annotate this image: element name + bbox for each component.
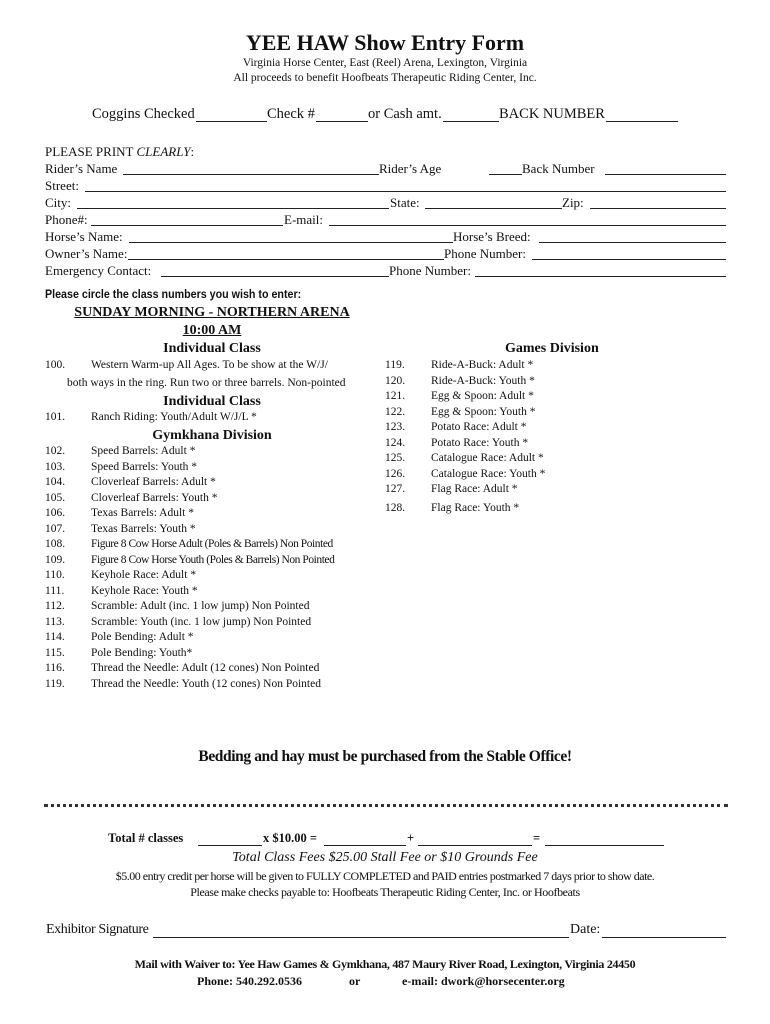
class-number: 120. — [385, 374, 406, 387]
class-row[interactable] — [45, 647, 385, 662]
games-class-row[interactable] — [385, 502, 585, 517]
class-name: Western Warm-up All Ages. To be show at the W/J/ — [91, 359, 328, 371]
class-name: Catalogue Race: Youth * — [431, 467, 546, 480]
class-name: Catalogue Race: Adult * — [431, 452, 544, 464]
class-number: 114. — [45, 631, 65, 643]
individual-class-heading-2: Individual Class — [163, 394, 261, 409]
coggins-label: Coggins Checked — [92, 106, 195, 122]
rider-row — [45, 161, 726, 178]
owner-row — [45, 246, 726, 263]
street-field[interactable] — [85, 191, 726, 192]
rider-age-label: Rider’s Age — [379, 161, 442, 176]
class-name: Egg & Spoon: Youth * — [431, 405, 536, 418]
horse-breed-field[interactable] — [539, 242, 726, 243]
games-class-row[interactable] — [385, 375, 585, 390]
owner-phone-field[interactable] — [532, 259, 726, 260]
class-number: 102. — [45, 445, 66, 457]
games-class-row[interactable] — [385, 406, 585, 421]
class-number: 116. — [45, 662, 65, 674]
class-row[interactable] — [45, 569, 385, 584]
email-field[interactable] — [329, 225, 726, 226]
class-number: 107. — [45, 522, 66, 535]
horse-breed-label: Horse’s Breed: — [453, 229, 531, 244]
class-row[interactable] — [45, 507, 385, 522]
class-name: Figure 8 Cow Horse Youth (Poles & Barrels) Non Pointed — [91, 553, 335, 566]
class-number: 121. — [385, 390, 406, 402]
signature-label: Exhibitor Signature — [46, 922, 149, 937]
class-number: 119. — [385, 359, 405, 371]
class-number: 124. — [385, 436, 406, 449]
games-class-row[interactable] — [385, 452, 585, 467]
totals-row — [108, 831, 668, 849]
class-name: Keyhole Race: Youth * — [91, 584, 198, 597]
entry-credit-note: $5.00 entry credit per horse will be given to FULLY COMPLETED and PAID entries postmarked 7 days prior to show date. — [115, 869, 655, 883]
class-number: 123. — [385, 421, 406, 433]
class-name: Thread the Needle: Youth (12 cones) Non Pointed — [91, 677, 321, 690]
class-row[interactable] — [45, 461, 385, 476]
games-class-row[interactable] — [385, 468, 585, 483]
equals-sign: = — [533, 831, 541, 845]
class-number: 122. — [385, 405, 406, 418]
class-row[interactable] — [45, 616, 385, 631]
class-number: 106. — [45, 507, 66, 519]
class-number: 126. — [385, 467, 406, 480]
class-number: 103. — [45, 460, 66, 473]
class-row[interactable] — [45, 554, 385, 569]
phone-field[interactable] — [91, 225, 283, 226]
emergency-contact-label: Emergency Contact: — [45, 263, 152, 278]
form-title: YEE HAW Show Entry Form — [245, 30, 525, 55]
horse-row — [45, 229, 726, 246]
class-name: Ride-A-Buck: Adult * — [431, 359, 534, 371]
total-classes-field[interactable] — [198, 845, 262, 846]
payable-note: Please make checks payable to: Hoofbeats Therapeutic Riding Center, Inc. or Hoofbeats — [190, 885, 580, 899]
office-use-row — [92, 106, 682, 126]
class-name: Ride-A-Buck: Youth * — [431, 374, 535, 387]
class-name: Cloverleaf Barrels: Adult * — [91, 476, 216, 488]
class-number: 109. — [45, 553, 66, 566]
contact-email[interactable]: e-mail: dwork@horsecenter.org — [402, 974, 565, 988]
bedding-notice: Bedding and hay must be purchased from the Stable Office! — [198, 748, 572, 765]
class-name: Flag Race: Adult * — [431, 483, 518, 495]
class-name: Thread the Needle: Adult (12 cones) Non Pointed — [91, 662, 320, 674]
session-time: 10:00 AM — [182, 323, 242, 338]
phone-label: Phone#: — [45, 212, 88, 227]
check-label: Check # — [267, 106, 315, 122]
plus-sign: + — [407, 831, 415, 845]
class-row[interactable] — [45, 492, 385, 507]
individual-class-heading: Individual Class — [163, 341, 261, 356]
class-name: Potato Race: Youth * — [431, 436, 529, 449]
class-number: 111. — [45, 584, 65, 597]
horse-name-label: Horse’s Name: — [45, 229, 123, 244]
games-class-row[interactable] — [385, 437, 585, 452]
contact-phone: Phone: 540.292.0536 — [197, 974, 302, 988]
zip-label: Zip: — [562, 195, 584, 210]
date-field[interactable] — [602, 937, 726, 938]
class-number: 128. — [385, 502, 406, 514]
street-row — [45, 178, 726, 195]
owner-phone-label: Phone Number: — [444, 246, 526, 261]
signature-field[interactable] — [153, 937, 569, 938]
class-row[interactable] — [45, 523, 385, 538]
total-due-field[interactable] — [545, 845, 664, 846]
class-row[interactable] — [45, 538, 385, 553]
please-print-heading: PLEASE PRINT CLEARLY: — [45, 144, 195, 159]
zip-field[interactable] — [590, 208, 726, 209]
city-row — [45, 195, 726, 212]
class-number: 108. — [45, 538, 66, 550]
class-row[interactable] — [45, 600, 385, 615]
emergency-phone-field[interactable] — [475, 276, 726, 277]
emergency-contact-field[interactable] — [161, 276, 389, 277]
email-label: E-mail: — [284, 212, 323, 227]
emergency-phone-label: Phone Number: — [389, 263, 471, 278]
stall-fee-field[interactable] — [418, 845, 532, 846]
class-row[interactable] — [45, 476, 385, 491]
circle-instructions: Please circle the class numbers you wish to enter: — [45, 289, 302, 301]
class-name: Flag Race: Youth * — [431, 502, 520, 514]
class-row-101[interactable] — [45, 411, 385, 427]
class-name: Texas Barrels: Adult * — [91, 507, 194, 519]
class-number: 104. — [45, 476, 66, 488]
class-row[interactable] — [45, 445, 385, 460]
class-100-continued: both ways in the ring. Run two or three barrels. Non-pointed — [67, 377, 346, 389]
class-name: Scramble: Adult (inc. 1 low jump) Non Pointed — [91, 600, 310, 612]
class-number: 119. — [45, 677, 65, 690]
back-number-label: BACK NUMBER — [499, 106, 605, 122]
class-name: Pole Bending: Adult * — [91, 631, 194, 643]
class-number: 105. — [45, 491, 66, 504]
mail-address: Mail with Waiver to: Yee Haw Games & Gymkhana, 487 Maury River Road, Lexington, Virginia 24450 — [134, 957, 636, 971]
class-number: 127. — [385, 483, 406, 495]
state-label: State: — [390, 195, 420, 210]
city-label: City: — [45, 195, 72, 210]
signature-row — [46, 922, 727, 940]
class-number: 112. — [45, 600, 65, 612]
owner-name-field[interactable] — [105, 259, 445, 260]
benefit-line: All proceeds to benefit Hoofbeats Therapeutic Riding Center, Inc. — [233, 72, 537, 84]
class-number: 125. — [385, 452, 406, 464]
class-number: 115. — [45, 646, 65, 659]
back-number-field-label: Back Number — [522, 161, 595, 176]
class-name: Figure 8 Cow Horse Adult (Poles & Barrels) Non Pointed — [91, 538, 333, 550]
emergency-row — [45, 263, 726, 280]
class-fee-field[interactable] — [324, 845, 406, 846]
back-number-field[interactable] — [605, 174, 726, 175]
games-division-heading: Games Division — [505, 341, 599, 356]
games-class-row[interactable] — [385, 390, 585, 405]
class-name: Potato Race: Adult * — [431, 421, 527, 433]
street-label: Street: — [45, 178, 79, 193]
class-name: Ranch Riding: Youth/Adult W/J/L * — [91, 411, 257, 423]
class-name: Cloverleaf Barrels: Youth * — [91, 491, 218, 504]
class-row[interactable] — [45, 585, 385, 600]
session-title: SUNDAY MORNING - NORTHERN ARENA — [74, 305, 350, 320]
class-name: Speed Barrels: Adult * — [91, 445, 196, 457]
fee-multiplier: x $10.00 = — [263, 831, 317, 845]
horse-name-field[interactable] — [129, 242, 453, 243]
class-name: Pole Bending: Youth* — [91, 646, 193, 659]
tear-line-divider — [44, 804, 728, 807]
class-row[interactable] — [45, 662, 385, 677]
cash-label: or Cash amt. — [368, 106, 442, 122]
rider-name-field[interactable] — [123, 174, 421, 175]
class-row-100[interactable] — [45, 359, 385, 375]
games-class-row[interactable] — [385, 359, 585, 374]
games-class-row[interactable] — [385, 421, 585, 436]
class-name: Texas Barrels: Youth * — [91, 522, 196, 535]
class-row[interactable] — [45, 631, 385, 646]
phone-row — [45, 212, 726, 229]
class-number: 100. — [45, 359, 66, 371]
contact-row — [0, 974, 770, 990]
state-field[interactable] — [425, 208, 563, 209]
rider-name-label: Rider’s Name — [45, 161, 118, 176]
class-number: 110. — [45, 569, 65, 581]
fee-summary: Total Class Fees $25.00 Stall Fee or $10 Grounds Fee — [232, 850, 538, 865]
date-label: Date: — [570, 922, 601, 937]
owner-name-label: Owner’s Name: — [45, 246, 128, 261]
total-classes-label: Total # classes — [108, 831, 184, 845]
class-number: 101. — [45, 411, 66, 423]
class-name: Egg & Spoon: Adult * — [431, 390, 534, 402]
class-row[interactable] — [45, 678, 385, 693]
city-field[interactable] — [77, 208, 389, 209]
venue-line: Virginia Horse Center, East (Reel) Arena, Lexington, Virginia — [242, 57, 528, 69]
games-class-row[interactable] — [385, 483, 585, 498]
class-name: Scramble: Youth (inc. 1 low jump) Non Pointed — [91, 615, 312, 628]
contact-or: or — [349, 974, 361, 988]
class-name: Keyhole Race: Adult * — [91, 569, 197, 581]
class-name: Speed Barrels: Youth * — [91, 460, 198, 473]
gymkhana-heading: Gymkhana Division — [152, 428, 272, 443]
class-number: 113. — [45, 615, 65, 628]
